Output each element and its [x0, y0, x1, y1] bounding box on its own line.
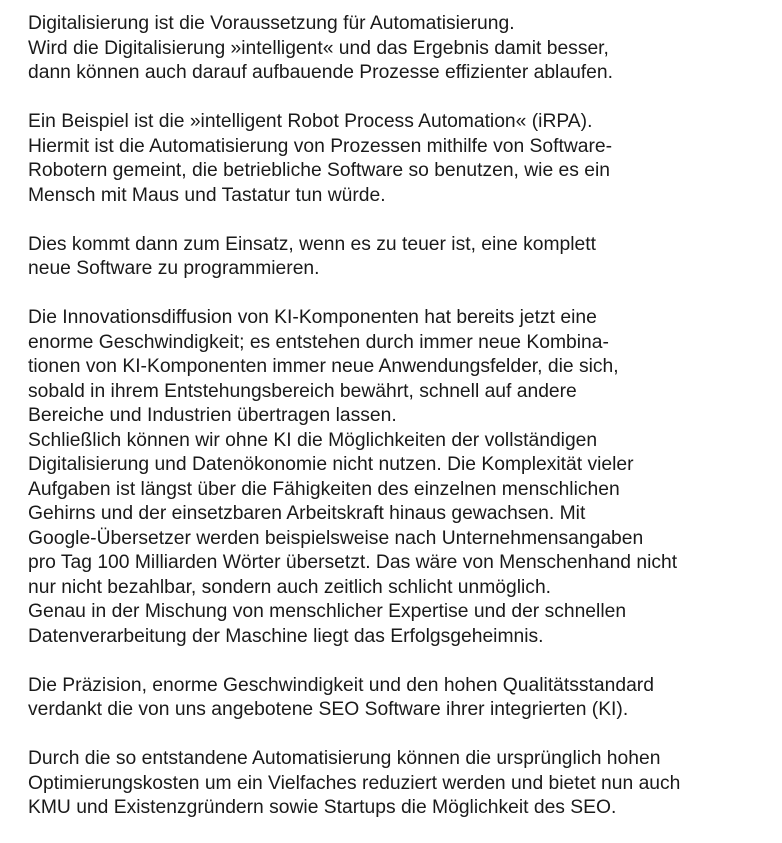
text-line: Gehirns und der einsetzbaren Arbeitskraft hinaus gewachsen. Mit: [28, 503, 586, 524]
text-line: Mensch mit Maus und Tastatur tun würde.: [28, 184, 386, 206]
text-line: Datenverarbeitung der Maschine liegt das Erfolgsgeheimnis.: [28, 625, 544, 647]
text-line: Wird die Digitalisierung »intelligent« und das Ergebnis damit besser,: [28, 37, 609, 59]
paragraph-automatisierung: [28, 747, 778, 821]
text-line: Optimierungskosten um ein Vielfaches reduziert werden und bietet nun auch: [28, 772, 681, 794]
paragraph-spacer: [28, 649, 778, 674]
text-line: Hiermit ist die Automatisierung von Prozessen mithilfe von Software-: [28, 135, 613, 157]
text-line: Durch die so entstandene Automatisierung können die ursprünglich hohen: [28, 748, 661, 769]
text-line: Schließlich können wir ohne KI die Möglichkeiten der vollständigen: [28, 429, 598, 451]
paragraph-spacer: [28, 723, 778, 748]
text-line: sobald in ihrem Entstehungsbereich bewährt, schnell auf andere: [28, 380, 577, 402]
text-line: enorme Geschwindigkeit; es entstehen durch immer neue Kombina-: [28, 331, 609, 353]
text-line: KMU und Existenzgründern sowie Startups die Möglichkeit des SEO.: [28, 797, 617, 818]
document-body: [28, 12, 778, 821]
paragraph-innovationsdiffusion: [28, 306, 778, 649]
text-line: pro Tag 100 Milliarden Wörter übersetzt. Das wäre von Menschenhand nicht: [28, 552, 678, 573]
text-line: tionen von KI-Komponenten immer neue Anwendungsfelder, die sich,: [28, 356, 619, 377]
text-line: Aufgaben ist längst über die Fähigkeiten des einzelnen menschlichen: [28, 478, 620, 500]
text-line: Die Präzision, enorme Geschwindigkeit und den hohen Qualitätsstandard: [28, 674, 654, 696]
text-line: Digitalisierung und Datenökonomie nicht nutzen. Die Komplexität vieler: [28, 454, 634, 475]
paragraph-spacer: [28, 208, 778, 233]
text-line: nur nicht bezahlbar, sondern auch zeitlich schlicht unmöglich.: [28, 576, 552, 598]
text-line: neue Software zu programmieren.: [28, 258, 320, 279]
text-line: Digitalisierung ist die Voraussetzung für Automatisierung.: [28, 13, 515, 34]
text-line: Google-Übersetzer werden beispielsweise nach Unternehmensangaben: [28, 527, 644, 549]
paragraph-einsatz: [28, 233, 778, 282]
text-line: Ein Beispiel ist die »intelligent Robot Process Automation« (iRPA).: [28, 111, 593, 132]
text-line: Dies kommt dann zum Einsatz, wenn es zu teuer ist, eine komplett: [28, 233, 596, 255]
paragraph-spacer: [28, 282, 778, 307]
text-line: Die Innovationsdiffusion von KI-Komponenten hat bereits jetzt eine: [28, 307, 597, 328]
text-line: Robotern gemeint, die betriebliche Software so benutzen, wie es ein: [28, 160, 610, 181]
paragraph-praezision: [28, 674, 778, 723]
paragraph-digitalisierung: [28, 12, 778, 86]
paragraph-irpa: [28, 110, 778, 208]
text-line: Genau in der Mischung von menschlicher Expertise und der schnellen: [28, 601, 627, 622]
text-line: dann können auch darauf aufbauende Prozesse effizienter ablaufen.: [28, 62, 613, 83]
paragraph-spacer: [28, 86, 778, 111]
text-line: verdankt die von uns angebotene SEO Software ihrer integrierten (KI).: [28, 699, 629, 720]
text-line: Bereiche und Industrien übertragen lassen.: [28, 405, 397, 426]
